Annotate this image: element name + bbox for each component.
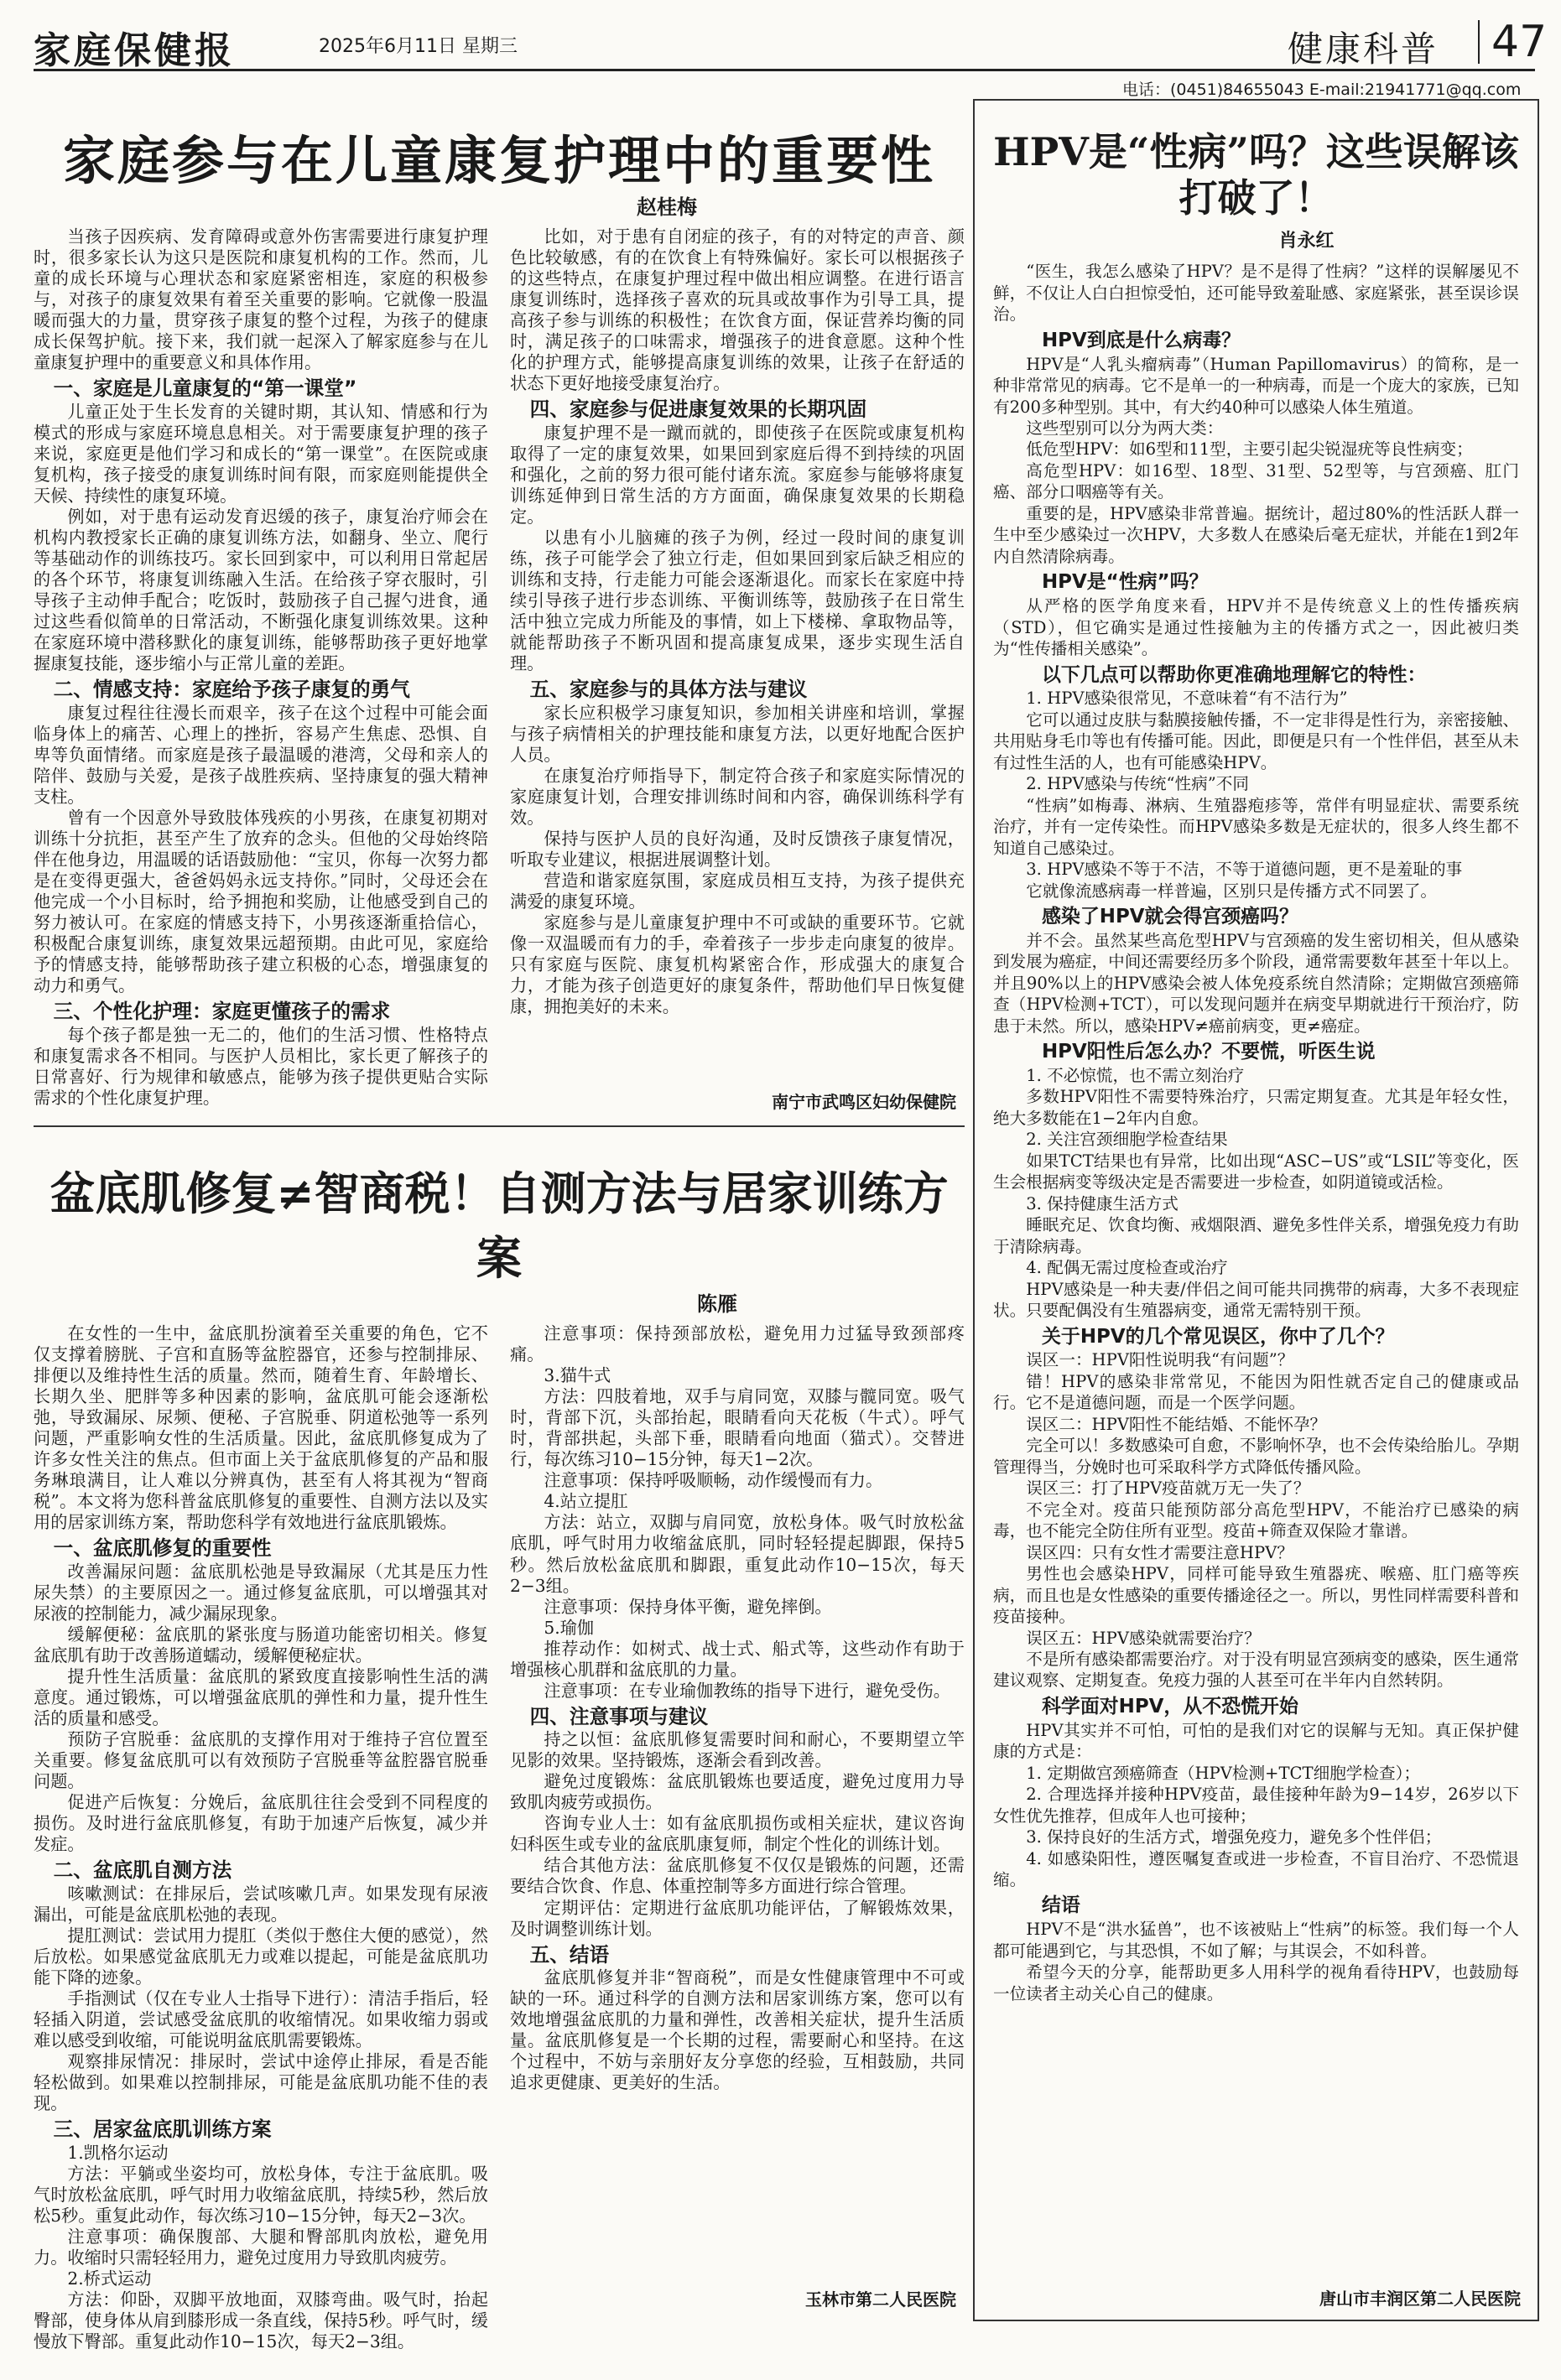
paragraph: 男性也会感染HPV，同样可能导致生殖器疣、喉癌、肛门癌等疾病，而且也是女性感染的重要传播途径之一。所以，男性同样需要科普和疫苗接种。 bbox=[993, 1564, 1519, 1627]
paragraph: 如果TCT结果也有异常，比如出现“ASC−US”或“LSIL”等变化，医生会根据病变等级决定是否需要进一步检查，如阴道镜或活检。 bbox=[993, 1151, 1519, 1193]
section-heading: HPV是“性病”吗？ bbox=[1042, 571, 1209, 594]
paragraph: 方法：仰卧，双脚平放地面，双膝弯曲。吸气时，抬起臀部，使身体从肩到膝形成一条直线，保持5秒。呼气时，缓慢放下臀部。重复此动作10−15次，每天2−3组。 bbox=[34, 2289, 488, 2351]
article-title: 盆底肌修复≠智商税！自测方法与居家训练方案 bbox=[49, 1167, 949, 1285]
paragraph: 从严格的医学角度来看，HPV并不是传统意义上的性传播疾病（STD），但它确实是通过性接触为主的传播方式之一，因此被归类为“性传播相关感染”。 bbox=[993, 596, 1519, 659]
paragraph: 注意事项：在专业瑜伽教练的指导下进行，避免受伤。 bbox=[544, 1680, 950, 1701]
paragraph: 在康复治疗师指导下，制定符合孩子和家庭实际情况的家庭康复计划，合理安排训练时间和内容，确保训练科学有效。 bbox=[510, 765, 965, 828]
paragraph: 注意事项：保持呼吸顺畅，动作缓慢而有力。 bbox=[544, 1470, 883, 1491]
paragraph: 避免过度锻炼：盆底肌锻炼也要适度，避免过度用力导致肌肉疲劳或损伤。 bbox=[510, 1771, 965, 1813]
paragraph: 注意事项：确保腹部、大腿和臀部肌肉放松，避免用力。收缩时只需轻轻用力，避免过度用力导致肌肉疲劳。 bbox=[34, 2226, 488, 2268]
sub-heading: 1.凯格尔运动 bbox=[67, 2142, 169, 2163]
paragraph: 康复过程往往漫长而艰辛，孩子在这个过程中可能会面临身体上的痛苦、心理上的挫折，容易产生焦虑、恐惧、自卑等负面情绪。而家庭是孩子最温暖的港湾，父母和亲人的陪伴、鼓励与关爱，是孩子战胜疾病、坚持康复的强大精神支柱。 bbox=[34, 702, 488, 807]
paragraph: 推荐动作：如树式、战士式、船式等，这些动作有助于增强核心肌群和盆底肌的力量。 bbox=[510, 1638, 965, 1680]
sub-heading: 4.站立提肛 bbox=[544, 1491, 628, 1512]
paragraph: 重要的是，HPV感染非常普遍。据统计，超过80%的性活跃人群一生中至少感染过一次HPV，大多数人在感染后毫无症状，并能在1到2年内自然清除病毒。 bbox=[993, 503, 1519, 566]
paragraph: HPV是“人乳头瘤病毒”（Human Papillomavirus）的简称，是一种非常常见的病毒。它不是单一的一种病毒，而是一个庞大的家族，已知有200多种型别。其中，有大约40种可以感染人体生殖道。 bbox=[993, 354, 1519, 417]
paragraph: 睡眠充足、饮食均衡、戒烟限酒、避免多性伴关系，增强免疫力有助于清除病毒。 bbox=[993, 1215, 1519, 1256]
paragraph: 不完全对。疫苗只能预防部分高危型HPV，不能治疗已感染的病毒，也不能完全防住所有亚型。疫苗+筛查双保险才靠谱。 bbox=[993, 1499, 1519, 1541]
section-heading: 关于HPV的几个常见误区，你中了几个？ bbox=[1042, 1325, 1395, 1348]
paragraph: 不是所有感染都需要治疗。对于没有明显宫颈病变的感染，医生通常建议观察、定期复查。免疫力强的人甚至可在半年内自然转阴。 bbox=[993, 1649, 1519, 1691]
paragraph: 提升性生活质量：盆底肌的紧致度直接影响性生活的满意度。通过锻炼，可以增强盆底肌的弹性和力量，提升性生活的质量和感受。 bbox=[34, 1666, 488, 1729]
section-title: 健康科普 bbox=[1288, 29, 1439, 70]
issue-date: 2025年6月11日 星期三 bbox=[319, 36, 518, 57]
masthead-divider bbox=[1478, 20, 1480, 64]
article-hpv bbox=[973, 99, 1539, 2321]
paragraph: 改善漏尿问题：盆底肌松弛是导致漏尿（尤其是压力性尿失禁）的主要原因之一。通过修复盆底肌，可以增强其对尿液的控制能力，减少漏尿现象。 bbox=[34, 1561, 488, 1624]
paragraph: 例如，对于患有运动发育迟缓的孩子，康复治疗师会在机构内教授家长正确的康复训练方法，如翻身、坐立、爬行等基础动作的训练技巧。家长回到家中，可以利用日常起居的各个环节，将康复训练融入生活。在给孩子穿衣服时，引导孩子主动伸手配合；吃饭时，鼓励孩子自己握勺进食，通过这些看似简单的日常活动，不断强化康复训练效果。这种在家庭环境中潜移默化的康复训练，能够帮助孩子更好地掌握康复技能，逐步缩小与正常儿童的差距。 bbox=[34, 506, 488, 674]
section-heading: 四、注意事项与建议 bbox=[529, 1704, 709, 1728]
article-title: HPV是“性病”吗？这些误解该打破了！ bbox=[993, 129, 1519, 221]
paragraph: 家长应积极学习康复知识，参加相关讲座和培训，掌握与孩子病情相关的护理技能和康复方法，以更好地配合医护人员。 bbox=[510, 702, 965, 765]
paragraph: 观察排尿情况：排尿时，尝试中途停止排尿，看是否能轻松做到。如果难以控制排尿，可能是盆底肌功能不佳的表现。 bbox=[34, 2051, 488, 2114]
contact-info: 电话：(0451)84655043 E-mail:21941771@qq.com bbox=[1122, 81, 1522, 99]
page-number: 47 bbox=[1491, 17, 1548, 67]
article-child-rehab bbox=[34, 101, 965, 1120]
article-body bbox=[34, 226, 965, 1136]
paragraph: 它就像流感病毒一样普遍，区别只是传播方式不同罢了。 bbox=[1026, 881, 1438, 901]
paragraph: 1. 定期做宫颈癌筛查（HPV检测+TCT细胞学检查）； bbox=[1026, 1763, 1420, 1783]
paragraph: 方法：站立，双脚与肩同宽，放松身体。吸气时放松盆底肌，呼气时用力收缩盆底肌，同时轻轻提起脚跟，保持5秒。然后放松盆底肌和脚跟，重复此动作10−15次，每天2−3组。 bbox=[510, 1512, 965, 1596]
paragraph: HPV感染是一种夫妻/伴侣之间可能共同携带的病毒，大多不表现症状。只要配偶没有生殖器病变，通常无需特别干预。 bbox=[993, 1279, 1519, 1321]
paragraph: 3. 保持良好的生活方式，增强免疫力，避免多个性伴侣； bbox=[1026, 1827, 1442, 1847]
paragraph: 误区五：HPV感染就需要治疗？ bbox=[1026, 1628, 1261, 1648]
paragraph: 手指测试（仅在专业人士指导下进行）：清洁手指后，轻轻插入阴道，尝试感受盆底肌的收缩情况。如果收缩力弱或难以感受到收缩，可能说明盆底肌需要锻炼。 bbox=[34, 1988, 488, 2051]
paragraph: 4. 配偶无需过度检查或治疗 bbox=[1026, 1258, 1228, 1278]
paragraph: 康复护理不是一蹴而就的，即使孩子在医院或康复机构取得了一定的康复效果，如果回到家庭后得不到持续的巩固和强化，之前的努力很可能付诸东流。家庭参与能够将康复训练延伸到日常生活的方方面面，确保康复效果的长期稳定。 bbox=[510, 422, 965, 527]
paragraph: 比如，对于患有自闭症的孩子，有的对特定的声音、颜色比较敏感，有的在饮食上有特殊偏好。家长可以根据孩子的这些特点，在康复护理过程中做出相应调整。在进行语言康复训练时，选择孩子喜欢的玩具或故事作为引导工具，提高孩子参与训练的积极性；在饮食方面，保证营养均衡的同时，满足孩子的口味需求，增强孩子的进食意愿。这种个性化的护理方式，能够提高康复训练的效果，让孩子在舒适的状态下更好地接受康复治疗。 bbox=[510, 226, 965, 394]
section-heading: 以下几点可以帮助你更准确地理解它的特性： bbox=[1042, 663, 1427, 686]
paragraph: 每个孩子都是独一无二的，他们的生活习惯、性格特点和康复需求各不相同。与医护人员相比，家长更了解孩子的日常喜好、行为规律和敏感点，能够为孩子提供更贴合实际需求的个性化康复护理。 bbox=[34, 1024, 488, 1108]
section-heading: 科学面对HPV，从不恐慌开始 bbox=[1042, 1695, 1298, 1717]
paragraph: 低危型HPV：如6型和11型，主要引起尖锐湿疣等良性病变； bbox=[1026, 439, 1473, 460]
paragraph: 提肛测试：尝试用力提肛（类似于憋住大便的感觉），然后放松。如果感觉盆底肌无力或难以提起，可能是盆底肌功能下降的迹象。 bbox=[34, 1925, 488, 1988]
paragraph: 盆底肌修复并非“智商税”，而是女性健康管理中不可或缺的一环。通过科学的自测方法和居家训练方案，您可以有效地增强盆底肌的力量和弹性，改善相关症状，提升生活质量。盆底肌修复是一个长期的过程，需要耐心和坚持。在这个过程中，不妨与亲朋好友分享您的经验，互相鼓励，共同追求更健康、更美好的生活。 bbox=[510, 1967, 965, 2093]
paragraph: 保持与医护人员的良好沟通，及时反馈孩子康复情况，听取专业建议，根据进展调整计划。 bbox=[510, 828, 965, 870]
article-author: 陈雁 bbox=[697, 1292, 737, 1316]
paragraph: “医生，我怎么感染了HPV？是不是得了性病？”这样的误解屡见不鲜，不仅让人白白担惊受怕，还可能导致羞耻感、家庭紧张，甚至误诊误治。 bbox=[993, 262, 1519, 325]
paragraph: 以患有小儿脑瘫的孩子为例，经过一段时间的康复训练，孩子可能学会了独立行走，但如果回到家后缺乏相应的训练和支持，行走能力可能会逐渐退化。而家长在家庭中持续引导孩子进行步态训练、平衡训练等，鼓励孩子在日常生活中独立完成力所能及的事情，如上下楼梯、拿取物品等，就能帮助孩子不断巩固和提高康复成果，逐步实现生活自理。 bbox=[510, 527, 965, 674]
section-heading: 一、家庭是儿童康复的“第一课堂” bbox=[53, 377, 357, 401]
section-heading: 感染了HPV就会得宫颈癌吗？ bbox=[1042, 906, 1298, 928]
paragraph: 3. HPV感染不等于不洁，不等于道德问题，更不是羞耻的事 bbox=[1026, 860, 1463, 880]
sub-heading: 3.猫牛式 bbox=[544, 1365, 611, 1386]
sub-heading: 2.桥式运动 bbox=[67, 2268, 152, 2289]
paragraph: 营造和谐家庭氛围，家庭成员相互支持，为孩子提供充满爱的康复环境。 bbox=[510, 870, 965, 912]
paragraph: 并不会。虽然某些高危型HPV与宫颈癌的发生密切相关，但从感染到发展为癌症，中间还需要经历多个阶段，通常需要数年甚至十年以上。并且90%以上的HPV感染会被人体免疫系统自然清除；定期做宫颈癌筛查（HPV检测+TCT），可以发现问题并在病变早期就进行干预治疗，防患于未然。所以，感染HPV≠癌前病变，更≠癌症。 bbox=[993, 930, 1519, 1036]
paragraph: 家庭参与是儿童康复护理中不可或缺的重要环节。它就像一双温暖而有力的手，牵着孩子一步步走向康复的彼岸。只有家庭与医院、康复机构紧密合作，形成强大的康复合力，才能为孩子创造更好的康复条件，帮助他们早日恢复健康，拥抱美好的未来。 bbox=[510, 912, 965, 1017]
article-author: 肖永红 bbox=[1278, 231, 1335, 252]
paragraph: 定期评估：定期进行盆底肌功能评估，了解锻炼效果，及时调整训练计划。 bbox=[510, 1897, 965, 1939]
paragraph: 持之以恒：盆底肌修复需要时间和耐心，不要期望立竿见影的效果。坚持锻炼，逐渐会看到改善。 bbox=[510, 1729, 965, 1771]
section-heading: 三、个性化护理：家庭更懂孩子的需求 bbox=[53, 1000, 391, 1024]
paragraph: 注意事项：保持颈部放松，避免用力过猛导致颈部疼痛。 bbox=[510, 1323, 965, 1365]
section-heading: HPV阳性后怎么办？不要慌，听医生说 bbox=[1042, 1041, 1376, 1063]
paragraph: 咨询专业人士：如有盆底肌损伤或相关症状，建议咨询妇科医生或专业的盆底肌康复师，制定个性化的训练计划。 bbox=[510, 1813, 965, 1855]
paragraph: 高危型HPV：如16型、18型、31型、52型等，与宫颈癌、肛门癌、部分口咽癌等有关。 bbox=[993, 460, 1519, 502]
section-heading: 四、家庭参与促进康复效果的长期巩固 bbox=[529, 398, 867, 422]
paragraph: 完全可以！多数感染可自愈，不影响怀孕，也不会传染给胎儿。孕期管理得当，分娩时也可采取科学方式降低传播风险。 bbox=[993, 1436, 1519, 1477]
section-heading: 三、居家盆底肌训练方案 bbox=[53, 2118, 272, 2142]
article-author: 赵桂梅 bbox=[637, 195, 697, 219]
paragraph: 4. 如感染阳性，遵医嘱复查或进一步检查，不盲目治疗、不恐慌退缩。 bbox=[993, 1848, 1519, 1889]
paragraph: 缓解便秘：盆底肌的紧张度与肠道功能密切相关。修复盆底肌有助于改善肠道蠕动，缓解便秘症状。 bbox=[34, 1624, 488, 1665]
section-heading: HPV到底是什么病毒？ bbox=[1042, 329, 1241, 351]
paragraph: 误区二：HPV阳性不能结婚、不能怀孕？ bbox=[1026, 1414, 1327, 1434]
paragraph: 方法：四肢着地，双手与肩同宽，双膝与髋同宽。吸气时，背部下沉，头部抬起，眼睛看向天花板（牛式）。呼气时，背部拱起，头部下垂，眼睛看向地面（猫式）。交替进行，每次练习10−15分钟，每天1−2次。 bbox=[510, 1386, 965, 1470]
paragraph: 3. 保持健康生活方式 bbox=[1026, 1193, 1179, 1213]
paragraph: 当孩子因疾病、发育障碍或意外伤害需要进行康复护理时，很多家长认为这只是医院和康复机构的工作。然而，儿童的成长环境与心理状态和家庭紧密相连，家庭的积极参与，对孩子的康复效果有着至关重要的影响。它就像一股温暖而强大的力量，贯穿孩子康复的整个过程，为孩子的健康成长保驾护航。接下来，我们就一起深入了解家庭参与在儿童康复护理中的重要意义和具体作用。 bbox=[34, 226, 488, 373]
article-source: 唐山市丰润区第二人民医院 bbox=[1319, 2289, 1521, 2309]
paragraph: 误区三：打了HPV疫苗就万无一失了？ bbox=[1026, 1478, 1310, 1499]
article-source: 玉林市第二人民医院 bbox=[805, 2289, 956, 2310]
paragraph: 注意事项：保持身体平衡，避免摔倒。 bbox=[544, 1596, 832, 1617]
paragraph: 1. HPV感染很常见，不意味着“有不洁行为” bbox=[1026, 689, 1348, 709]
paragraph: 曾有一个因意外导致肢体残疾的小男孩，在康复初期对训练十分抗拒，甚至产生了放弃的念头。但他的父母始终陪伴在他身边，用温暖的话语鼓励他：“宝贝，你每一次努力都是在变得更强大，爸爸妈妈永远支持你。”同时，父母还会在他完成一个小目标时，给予拥抱和奖励，让他感受到自己的努力被认可。在家庭的情感支持下，小男孩逐渐重拾信心，积极配合康复训练，康复效果远超预期。由此可见，家庭给予的情感支持，能够帮助孩子建立积极的心态，增强康复的动力和勇气。 bbox=[34, 807, 488, 996]
paragraph: 多数HPV阳性不需要特殊治疗，只需定期复查。尤其是年轻女性，绝大多数能在1−2年内自愈。 bbox=[993, 1087, 1519, 1128]
paragraph: 2. 关注宫颈细胞学检查结果 bbox=[1026, 1130, 1228, 1150]
paragraph: 2. 合理选择并接种HPV疫苗，最佳接种年龄为9−14岁，26岁以下女性优先推荐，但成年人也可接种； bbox=[993, 1785, 1519, 1826]
article-body bbox=[34, 1323, 965, 2380]
paragraph: 咳嗽测试：在排尿后，尝试咳嗽几声。如果发现有尿液漏出，可能是盆底肌松弛的表现。 bbox=[34, 1883, 488, 1925]
paragraph: 方法：平躺或坐姿均可，放松身体，专注于盆底肌。吸气时放松盆底肌，呼气时用力收缩盆底肌，持续5秒，然后放松5秒。重复此动作，每次练习10−15分钟，每天2−3次。 bbox=[34, 2163, 488, 2226]
masthead bbox=[34, 17, 1548, 72]
article-body bbox=[993, 261, 1519, 2004]
paragraph: 这些型别可以分为两大类： bbox=[1026, 418, 1224, 438]
paragraph: 儿童正处于生长发育的关键时期，其认知、情感和行为模式的形成与家庭环境息息相关。对于需要康复护理的孩子来说，家庭更是他们学习和成长的“第一课堂”。在医院或康复机构，孩子接受的康复训练时间有限，而家庭则能提供全天候、持续性的康复环境。 bbox=[34, 401, 488, 506]
paragraph: HPV其实并不可怕，可怕的是我们对它的误解与无知。真正保护健康的方式是： bbox=[993, 1720, 1519, 1762]
section-heading: 二、盆底肌自测方法 bbox=[53, 1858, 232, 1883]
paragraph: “性病”如梅毒、淋病、生殖器疱疹等，常伴有明显症状、需要系统治疗，并有一定传染性。而HPV感染多数是无症状的，很多人终生都不知道自己感染过。 bbox=[993, 795, 1519, 858]
paragraph: 希望今天的分享，能帮助更多人用科学的视角看待HPV，也鼓励每一位读者主动关心自己的健康。 bbox=[993, 1962, 1519, 2003]
paragraph: 促进产后恢复：分娩后，盆底肌往往会受到不同程度的损伤。及时进行盆底肌修复，有助于加速产后恢复，减少并发症。 bbox=[34, 1792, 488, 1855]
paragraph: 误区四：只有女性才需要注意HPV？ bbox=[1026, 1542, 1293, 1562]
paragraph: 预防子宫脱垂：盆底肌的支撑作用对于维持子宫位置至关重要。修复盆底肌可以有效预防子宫脱垂等盆腔器官脱垂问题。 bbox=[34, 1729, 488, 1792]
paragraph: 1. 不必惊慌，也不需立刻治疗 bbox=[1026, 1065, 1245, 1085]
sub-heading: 5.瑜伽 bbox=[544, 1617, 595, 1638]
article-pelvic-floor bbox=[34, 1136, 965, 2351]
paragraph: HPV不是“洪水猛兽”，也不该被贴上“性病”的标签。我们每一个人都可能遇到它，与其恐惧，不如了解；与其误会，不如科普。 bbox=[993, 1920, 1519, 1961]
section-heading: 五、家庭参与的具体方法与建议 bbox=[529, 678, 808, 702]
newspaper-name: 家庭保健报 bbox=[34, 29, 235, 72]
article-separator bbox=[34, 1125, 965, 1127]
section-heading: 二、情感支持：家庭给予孩子康复的勇气 bbox=[53, 678, 410, 702]
paragraph: 它可以通过皮肤与黏膜接触传播，不一定非得是性行为，亲密接触、共用贴身毛巾等也有传播可能。因此，即便是只有一个性伴侣，甚至从未有过性生活的人，也有可能感染HPV。 bbox=[993, 709, 1519, 772]
paragraph: 误区一：HPV阳性说明我“有问题”？ bbox=[1026, 1350, 1294, 1370]
section-heading: 一、盆底肌修复的重要性 bbox=[53, 1536, 272, 1561]
article-source: 南宁市武鸣区妇幼保健院 bbox=[772, 1092, 956, 1112]
paragraph: 2. HPV感染与传统“性病”不同 bbox=[1026, 774, 1249, 794]
paragraph: 在女性的一生中，盆底肌扮演着至关重要的角色，它不仅支撑着膀胱、子宫和直肠等盆腔器官，还参与控制排尿、排便以及维持性生活的质量。然而，随着生育、年龄增长、长期久坐、肥胖等多种因素的影响，盆底肌可能会逐渐松弛，导致漏尿、尿频、便秘、子宫脱垂、阴道松弛等一系列问题，严重影响女性的生活质量。因此，盆底肌修复成为了许多女性关注的焦点。但市面上关于盆底肌修复的产品和服务琳琅满目，让人难以分辨真伪，甚至有人将其视为“智商税”。本文将为您科普盆底肌修复的重要性、自测方法以及实用的居家训练方案，帮助您科学有效地进行盆底肌锻炼。 bbox=[34, 1323, 488, 1533]
article-title: 家庭参与在儿童康复护理中的重要性 bbox=[62, 130, 935, 191]
section-heading: 五、结语 bbox=[529, 1942, 610, 1967]
section-heading: 结语 bbox=[1042, 1894, 1080, 1917]
paragraph: 结合其他方法：盆底肌修复不仅仅是锻炼的问题，还需要结合饮食、作息、体重控制等多方面进行综合管理。 bbox=[510, 1855, 965, 1897]
paragraph: 错！HPV的感染非常常见，不能因为阳性就否定自己的健康或品行。它不是道德问题，而是一个医学问题。 bbox=[993, 1371, 1519, 1413]
